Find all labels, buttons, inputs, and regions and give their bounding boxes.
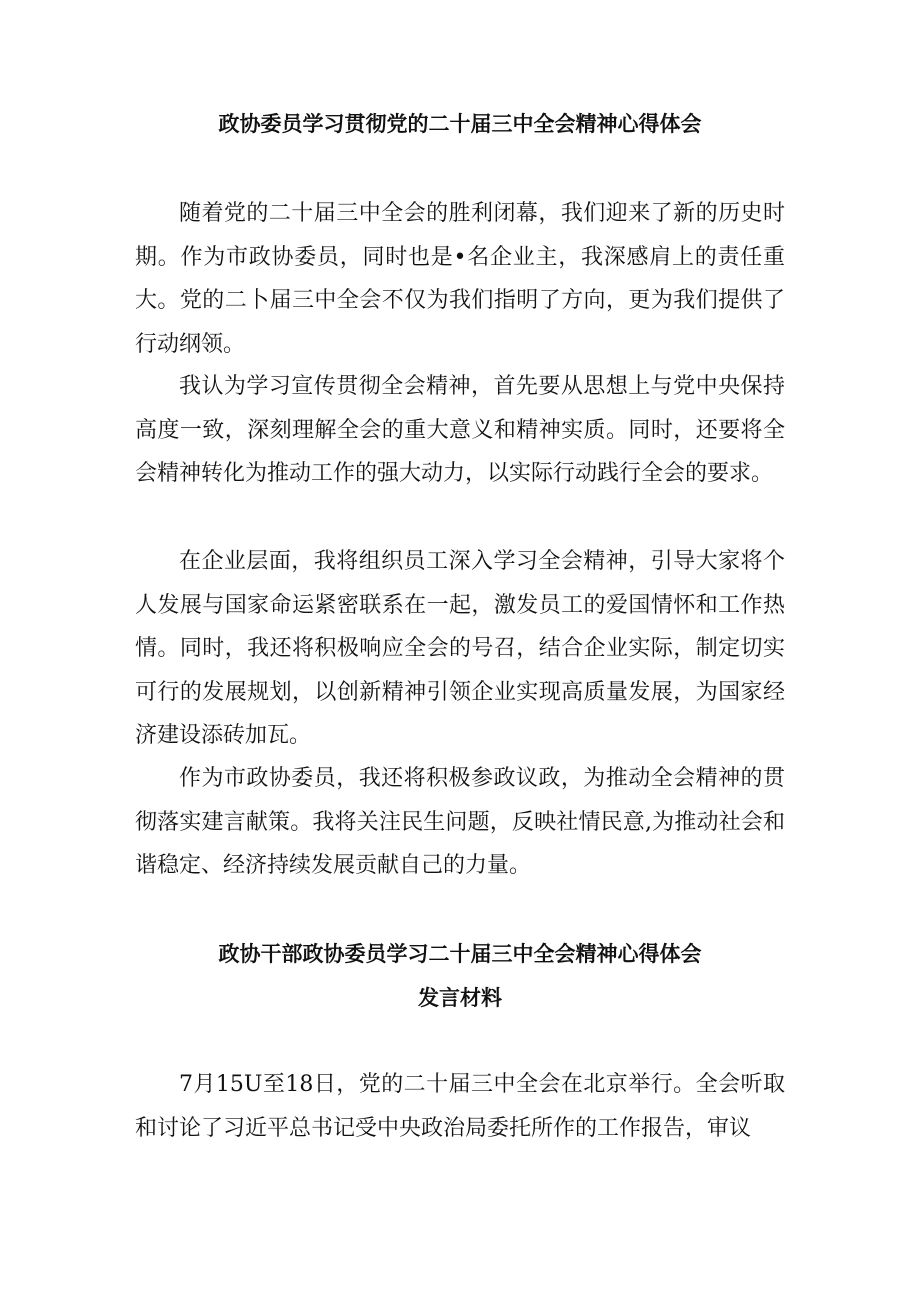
section-1-paragraph-4: 作为市政协委员，我还将积极参政议政，为推动全会精神的贯彻落实建言献策。我将关注民生问题，反映社情民意,为推动社会和谐稳定、经济持续发展贡献自己的力量。 xyxy=(135,766,785,878)
section-1-paragraph-3: 在企业层面，我将组织员工深入学习全会精神，引导大家将个人发展与国家命运紧密联系在一起，激发员工的爱国情怀和工作热情。同时，我还将积极响应全会的号召，结合企业实际，制定切实可行的发展规划，以创新精神引领企业实现高质量发展，为国家经济建设添砖加瓦。 xyxy=(135,549,785,748)
section-2-title-line-1: 政协干部政协委员学习二十届三中全会精神心得体会 xyxy=(218,942,702,966)
section-1-title: 政协委员学习贯彻党的二十届三中全会精神心得体会 xyxy=(218,112,702,136)
section-2-paragraph-1: 7月15U至18日，党的二十届三中全会在北京举行。全会听取和讨论了习近平总书记受中央政治局委托所作的工作报告，审议 xyxy=(135,1072,785,1141)
section-1-paragraph-1: 随着党的二十届三中全会的胜利闭幕，我们迎来了新的历史时期。作为市政协委员，同时也是•名企业主，我深感肩上的责任重大。党的二卜届三中全会不仅为我们指明了方向，更为我们提供了行动纲领。 xyxy=(135,201,785,357)
section-2-title-line-2: 发言材料 xyxy=(418,986,502,1010)
section-1-paragraph-2: 我认为学习宣传贯彻全会精神，首先要从思想上与党中央保持高度一致，深刻理解全会的重大意义和精神实质。同时，还要将全会精神转化为推动工作的强大动力，以实际行动践行全会的要求。 xyxy=(135,374,785,486)
